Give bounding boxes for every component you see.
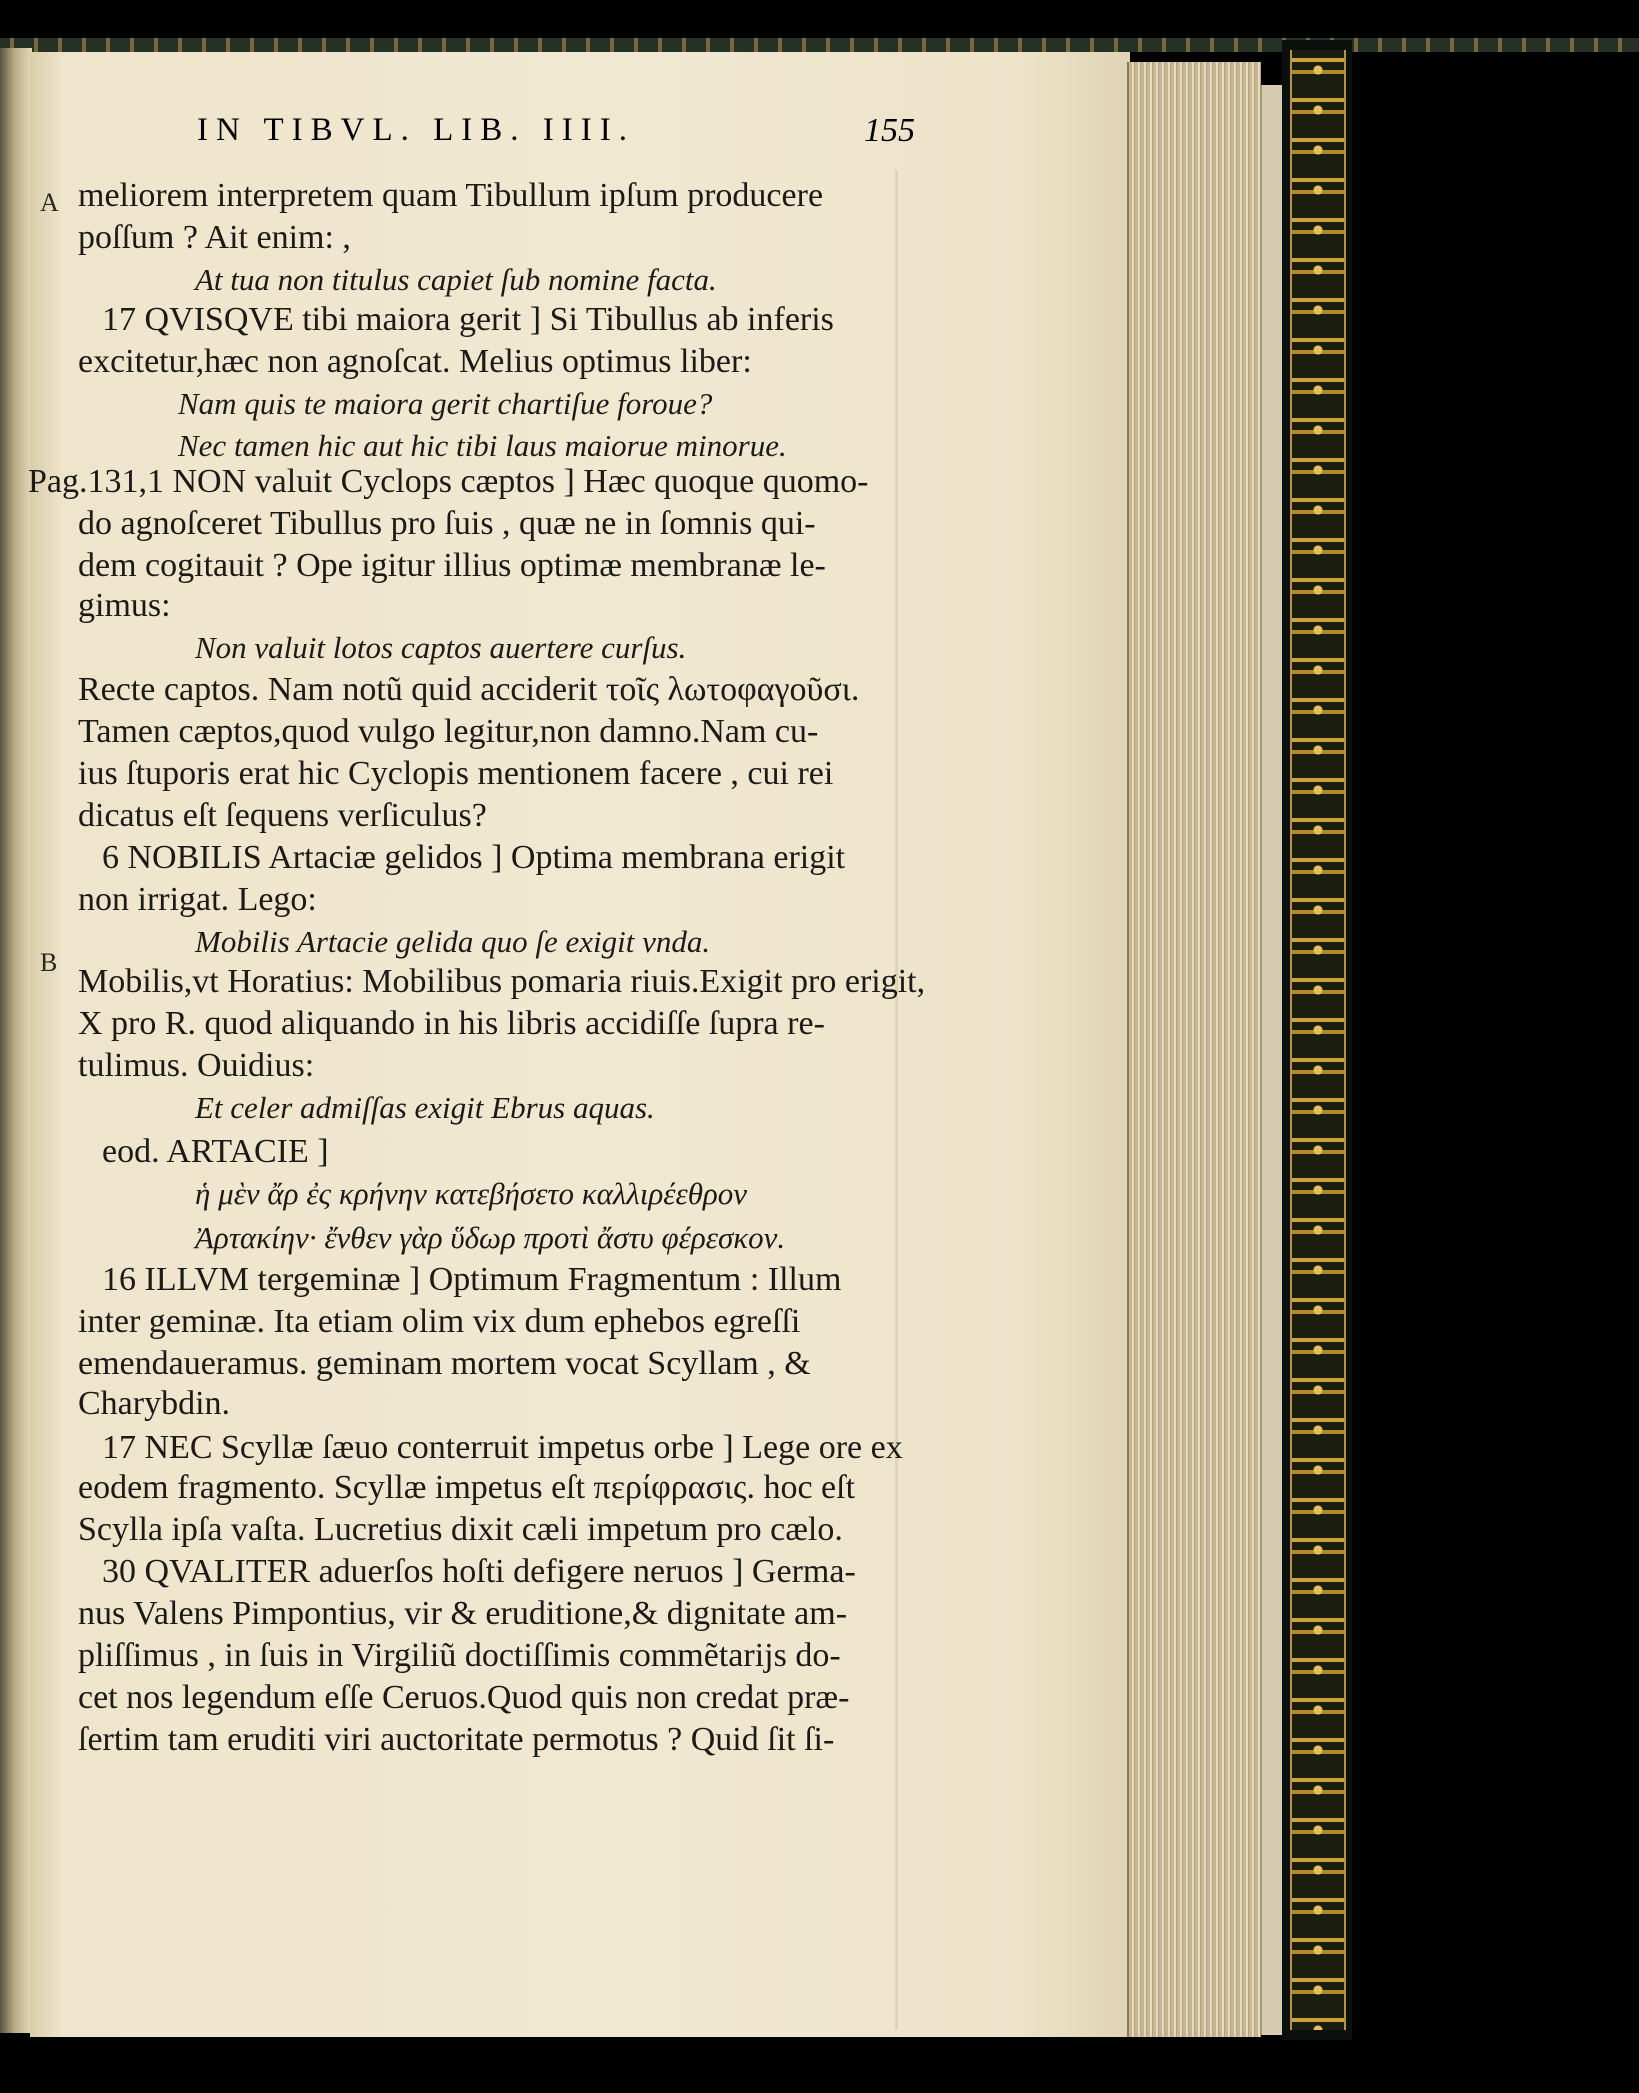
quotation-line: ἡ μὲν ἄρ ἐς κρήνην κατεβήσετο καλλιρέεθρον: [195, 1176, 748, 1211]
quotation-line: Nam quis te maiora gerit chartiſue foroue?: [178, 386, 713, 421]
text-line: gimus:: [78, 587, 171, 624]
text-line: poſſum ? Ait enim: ,: [78, 219, 351, 256]
quotation-line: Ἀρτακίην· ἔνθεν γὰρ ὕδωρ προτὶ ἄστυ φέρεσκον.: [195, 1220, 786, 1255]
quotation-line: Mobilis Artacie gelida quo ſe exigit vnda.: [195, 924, 711, 959]
running-head: IN TIBVL. LIB. IIII.: [197, 112, 635, 148]
text-line: 17 QVISQVE tibi maiora gerit ] Si Tibullus ab inferis: [102, 301, 834, 338]
quotation-line: At tua non titulus capiet ſub nomine facta.: [195, 262, 717, 297]
text-line: excitetur,hæc non agnoſcat. Melius optimus liber:: [78, 343, 752, 380]
text-line: inter geminæ. Ita etiam olim vix dum ephebos egreſſi: [78, 1303, 801, 1340]
quotation-line: Et celer admiſſas exigit Ebrus aquas.: [195, 1090, 655, 1125]
text-line: eodem fragmento. Scyllæ impetus eſt περίφρασις. hoc eſt: [78, 1469, 856, 1506]
text-line: 6 NOBILIS Artaciæ gelidos ] Optima membrana erigit: [102, 839, 846, 876]
text-line: Tamen cæptos,quod vulgo legitur,non damno.Nam cu-: [78, 713, 819, 750]
text-line: eod. ARTACIE ]: [102, 1133, 329, 1170]
text-line: ſertim tam eruditi viri auctoritate permotus ? Quid ſit ſi-: [78, 1721, 835, 1758]
book-binding-top: [0, 38, 1639, 52]
text-line: meliorem interpretem quam Tibullum ipſum producere: [78, 177, 824, 214]
margin-letter-a: A: [40, 188, 59, 217]
text-line: 16 ILLVM tergeminæ ] Optimum Fragmentum : Illum: [102, 1261, 842, 1298]
text-line: X pro R. quod aliquando in his libris accidiſſe ſupra re-: [78, 1005, 825, 1042]
text-line: dem cogitauit ? Ope igitur illius optimæ membranæ le-: [78, 547, 826, 584]
text-line: cet nos legendum eſſe Ceruos.Quod quis non credat præ-: [78, 1679, 850, 1716]
page-number: 155: [864, 112, 915, 149]
text-line: 17 NEC Scyllæ ſæuo conterruit impetus orbe ] Lege ore ex: [102, 1429, 903, 1466]
endpaper-edge: [1260, 85, 1282, 2035]
quotation-line: Nec tamen hic aut hic tibi laus maiorue minorue.: [178, 428, 787, 463]
margin-letter-b: B: [40, 948, 58, 977]
text-line: non irrigat. Lego:: [78, 881, 317, 918]
quotation-line: Non valuit lotos captos auertere curſus.: [195, 630, 687, 665]
text-line: Pag.131,1 NON valuit Cyclops cæptos ] Hæc quoque quomo-: [28, 463, 869, 500]
text-line: Recte captos. Nam notũ quid acciderit τοῖς λωτοφαγοῦσι.: [78, 671, 860, 708]
page-rule-line: [895, 170, 898, 2030]
text-line: Mobilis,vt Horatius: Mobilibus pomaria riuis.Exigit pro erigit,: [78, 963, 926, 1000]
text-line: dicatus eſt ſequens verſiculus?: [78, 797, 487, 834]
text-line: nus Valens Pimpontius, vir & eruditione,& dignitate am-: [78, 1595, 848, 1632]
text-line: do agnoſceret Tibullus pro ſuis , quæ ne in ſomnis qui-: [78, 505, 816, 542]
page-header: [125, 112, 915, 156]
text-line: pliſſimus , in ſuis in Virgiliũ doctiſſimis commẽtarijs do-: [78, 1637, 841, 1674]
text-line: ius ſtuporis erat hic Cyclopis mentionem facere , cui rei: [78, 755, 834, 792]
page-fore-edge: [1127, 62, 1261, 2037]
text-line: emendaueramus. geminam mortem vocat Scyllam , &: [78, 1345, 811, 1382]
facing-page-edge: [0, 48, 32, 2033]
text-line: Charybdin.: [78, 1385, 231, 1422]
text-line: Scylla ipſa vaſta. Lucretius dixit cæli impetum pro cælo.: [78, 1511, 843, 1548]
text-line: tulimus. Ouidius:: [78, 1047, 315, 1084]
text-line: 30 QVALITER aduerſos hoſti defigere neruos ] Germa-: [102, 1553, 856, 1590]
gilt-tooled-border: [1290, 50, 1346, 2030]
